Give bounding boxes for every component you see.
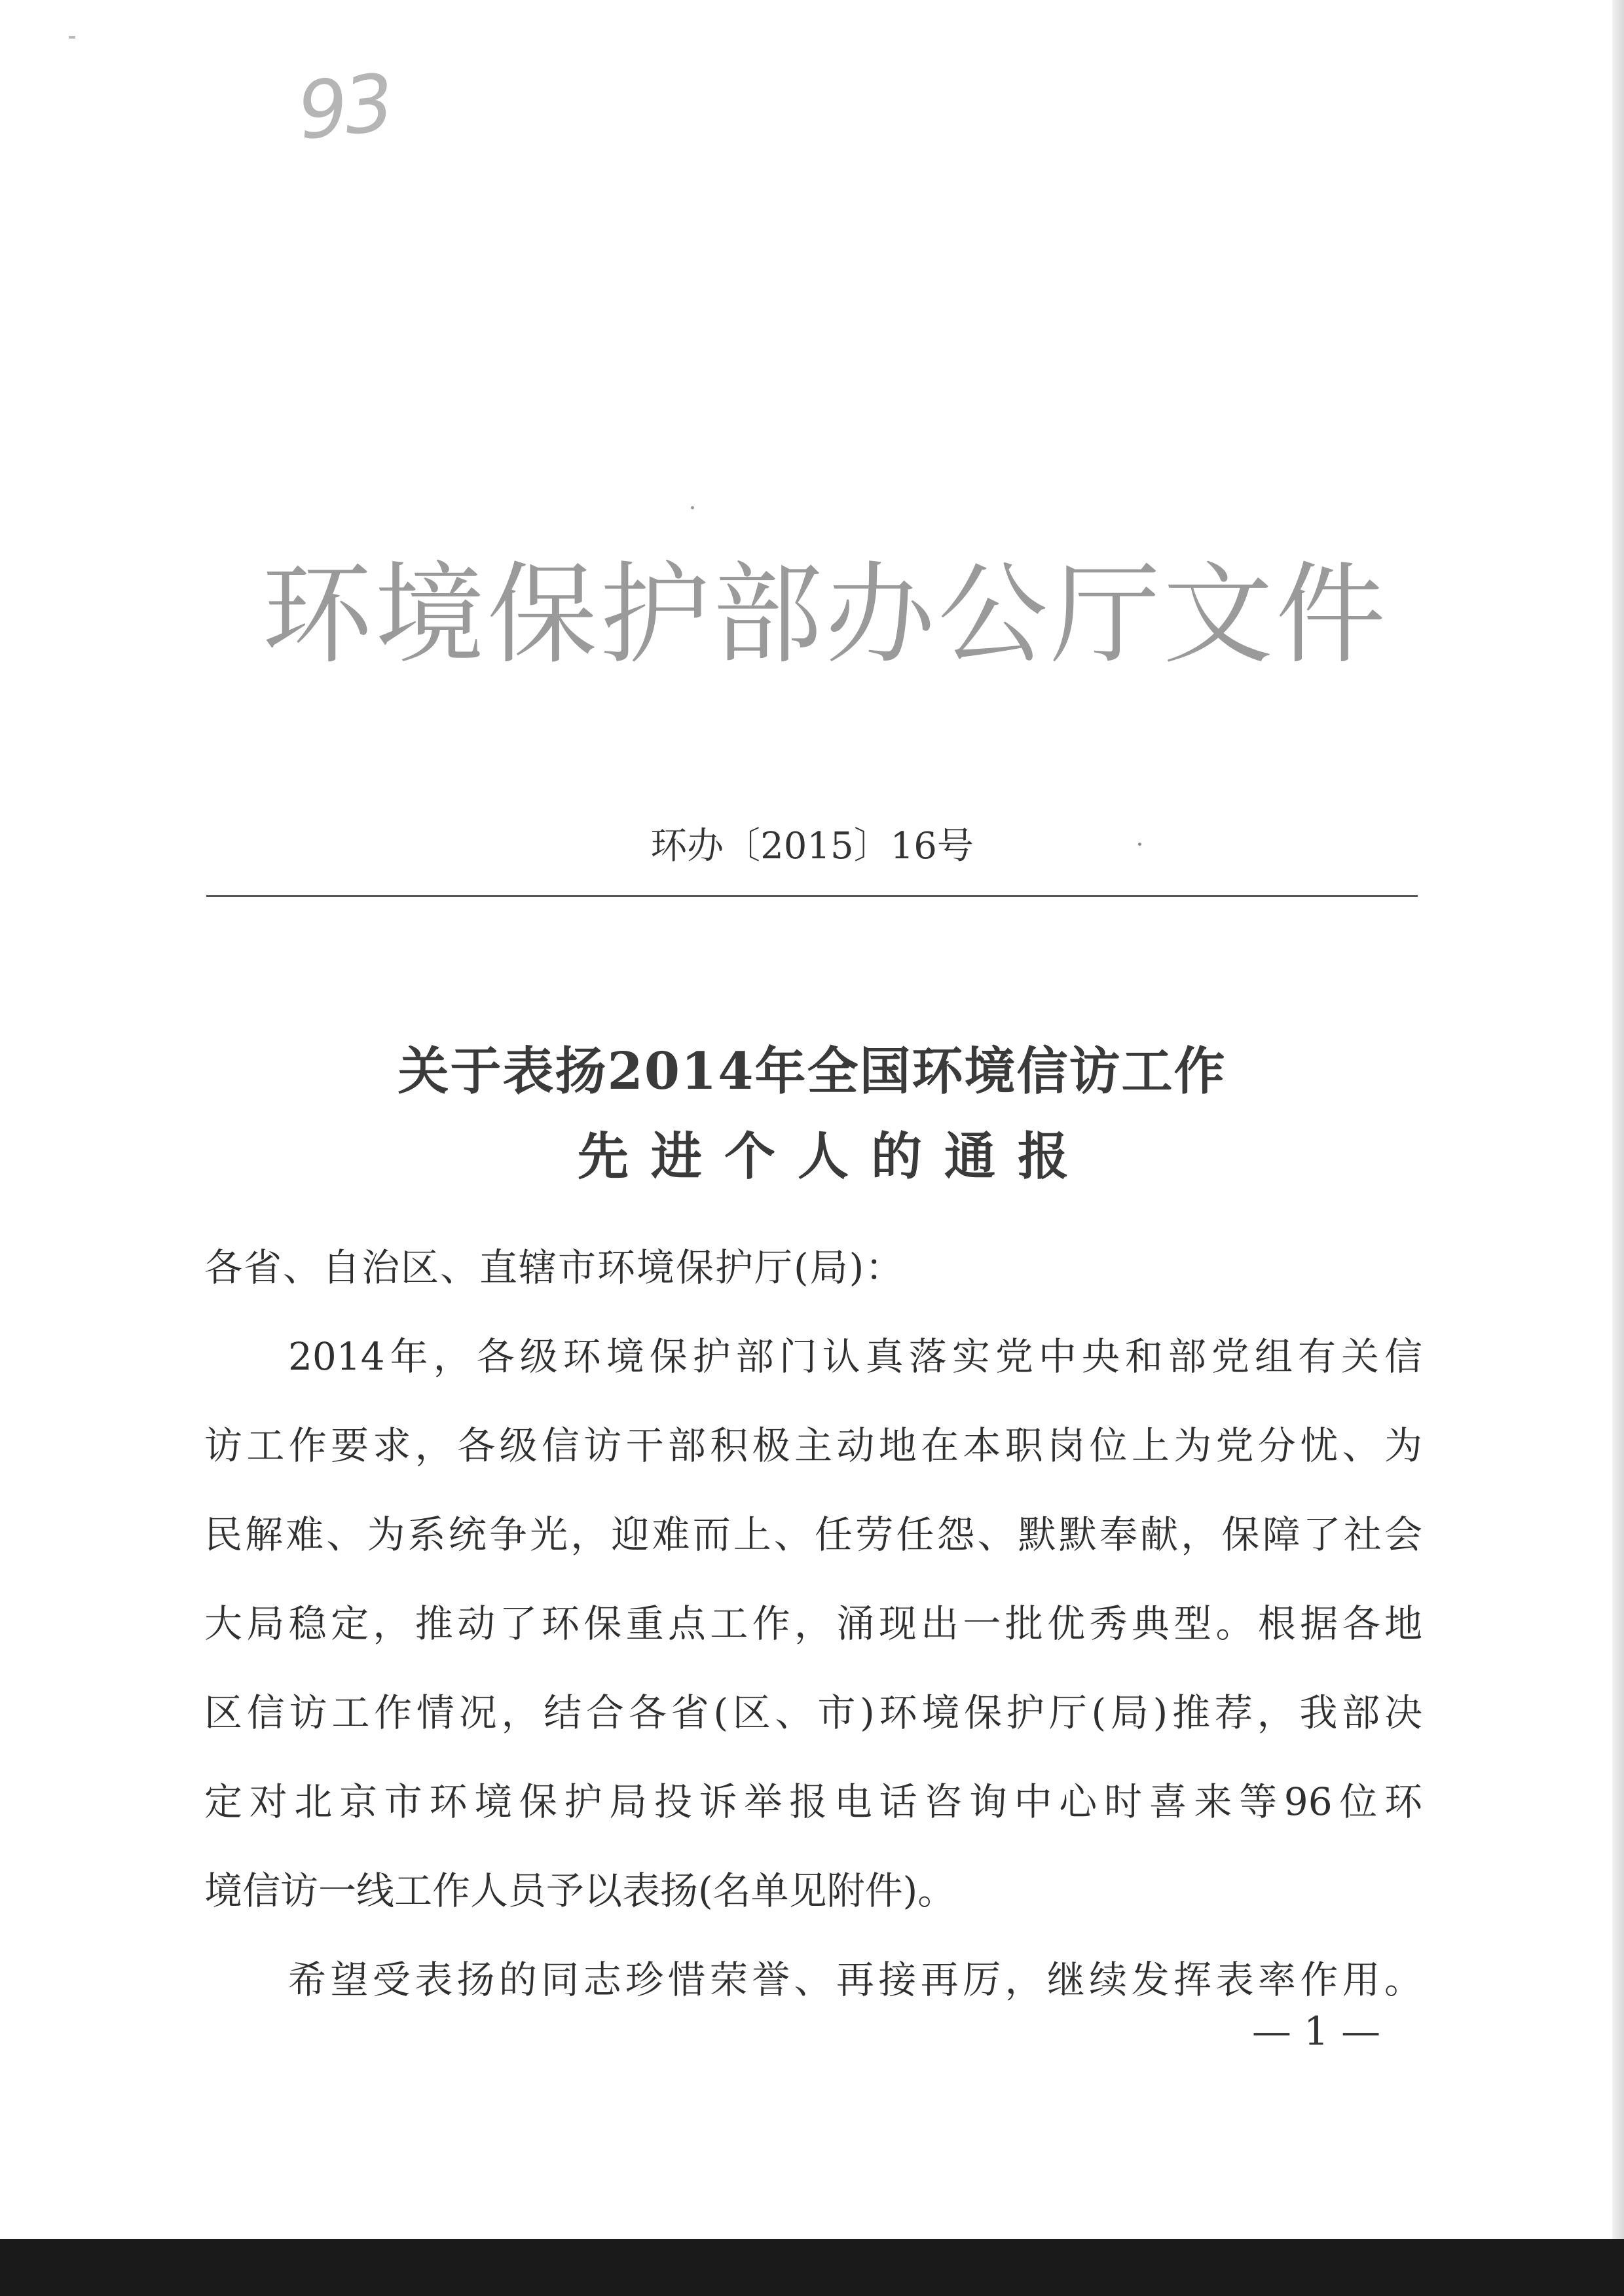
paragraph-line: 民解难、为系统争光，迎难而上、任劳任怨、默默奉献，保障了社会 bbox=[204, 1512, 1422, 1557]
issuer-header: 环境保护部办公厅文件 bbox=[262, 551, 1388, 679]
paragraph-line: 区信访工作情况，结合各省(区、市)环境保护厅(局)推荐，我部决 bbox=[204, 1690, 1422, 1735]
scan-artifact bbox=[69, 36, 75, 39]
paragraph-line: 大局稳定，推动了环保重点工作，涌现出一批优秀典型。根据各地 bbox=[204, 1601, 1422, 1646]
scan-artifact bbox=[691, 506, 694, 509]
paragraph-line: 境信访一线工作人员予以表扬(名单见附件)。 bbox=[204, 1868, 956, 1913]
paragraph-line: 定对北京市环境保护局投诉举报电话咨询中心时喜来等96位环 bbox=[204, 1779, 1422, 1824]
handwritten-page-mark: 93 bbox=[293, 58, 395, 158]
scan-edge bbox=[1612, 0, 1624, 2296]
paragraph-line: 访工作要求，各级信访干部积极主动地在本职岗位上为党分忧、为 bbox=[204, 1423, 1422, 1468]
page-number: — 1 — bbox=[1251, 2009, 1381, 2054]
paragraph-line: 希望受表扬的同志珍惜荣誉、再接再厉，继续发挥表率作用。 bbox=[288, 1958, 1422, 2002]
salutation: 各省、自治区、直辖市环境保护厅(局)： bbox=[204, 1245, 905, 1290]
header-divider bbox=[206, 895, 1418, 897]
notice-title-line-2: 先进个人的通报 bbox=[577, 1127, 1091, 1186]
notice-title-line-1: 关于表扬2014年全国环境信访工作 bbox=[397, 1042, 1227, 1101]
document-number: 环办〔2015〕16号 bbox=[650, 825, 974, 867]
paragraph-line: 2014年，各级环境保护部门认真落实党中央和部党组有关信 bbox=[288, 1334, 1422, 1379]
scan-bottom-band bbox=[0, 2239, 1624, 2296]
